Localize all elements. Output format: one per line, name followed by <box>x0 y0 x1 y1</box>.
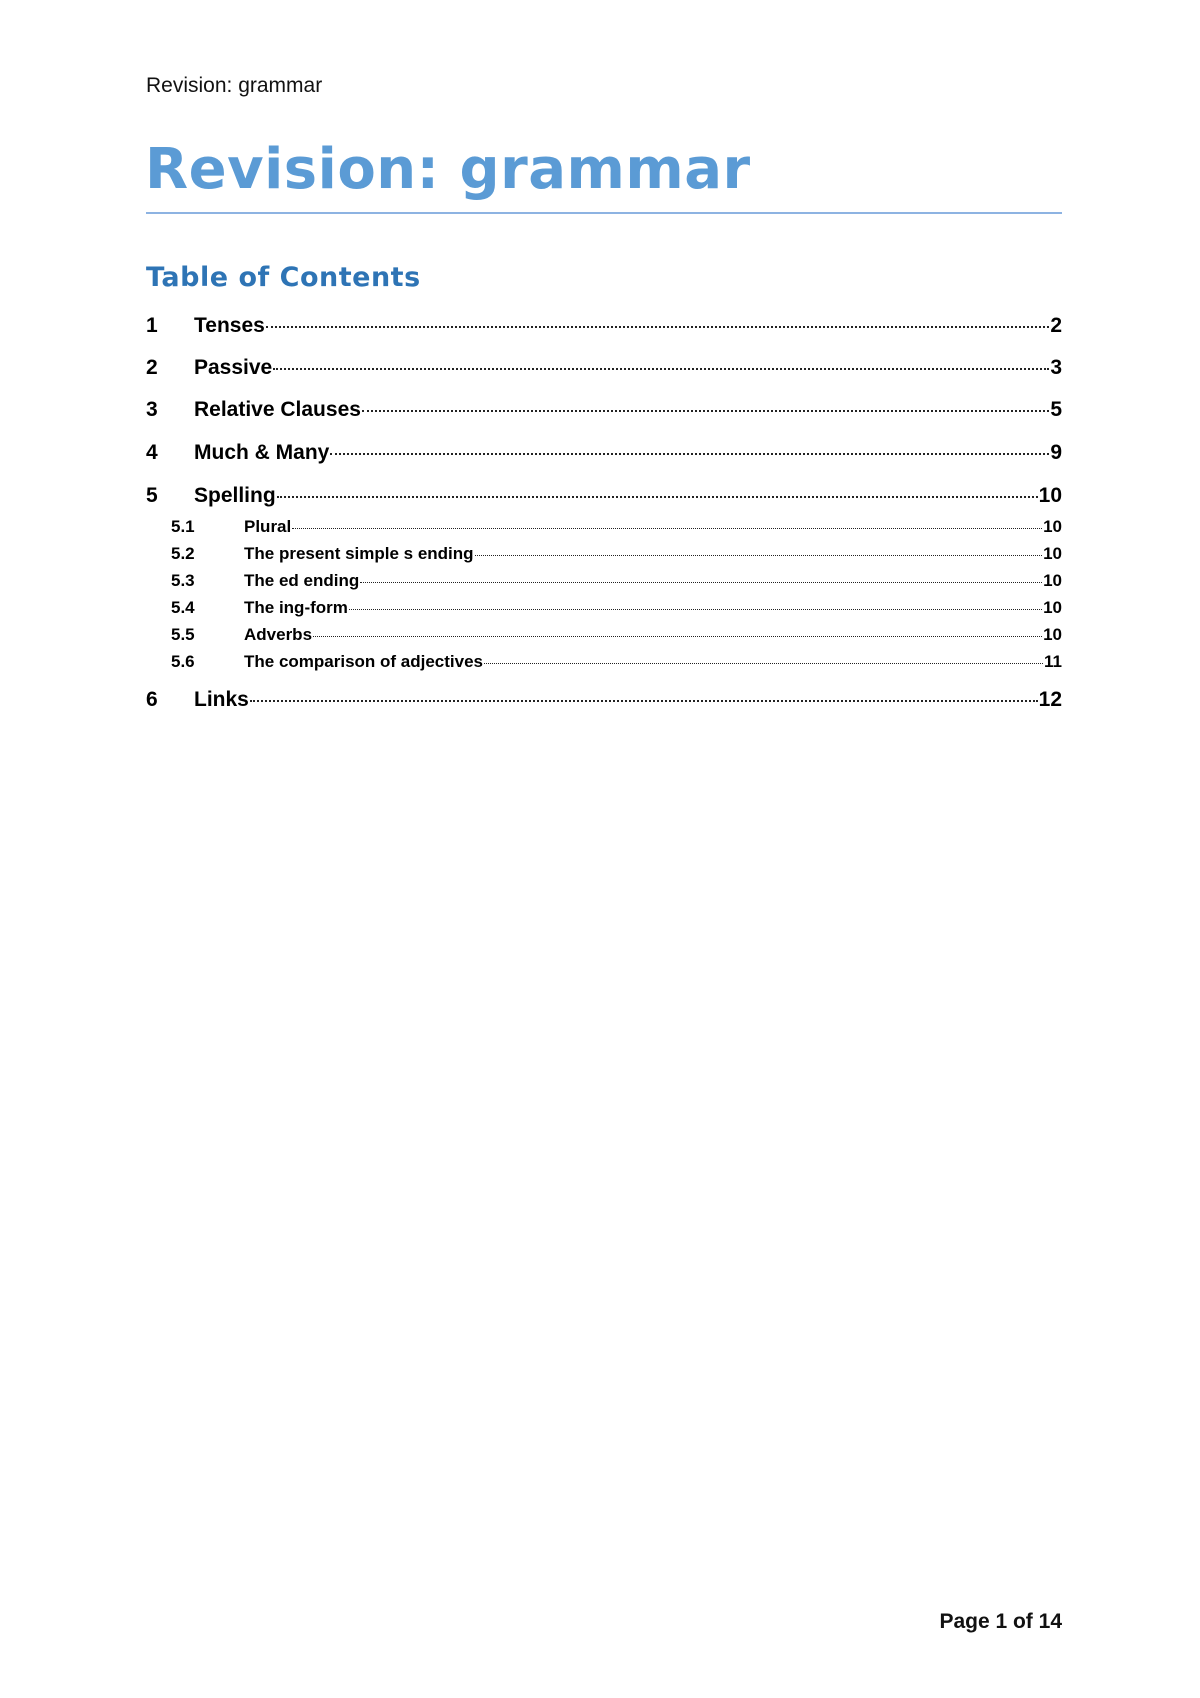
toc-entry-number: 5.4 <box>171 598 195 617</box>
toc-entry-much-many[interactable] <box>146 441 1062 465</box>
toc-entry-page: 10 <box>1043 598 1062 617</box>
toc-dot-leader <box>266 326 1049 328</box>
toc-dot-leader <box>475 555 1043 556</box>
toc-entry-relative-clauses[interactable] <box>146 398 1062 422</box>
toc-entry-label: The present simple s ending <box>244 544 474 563</box>
toc-entry-links[interactable] <box>146 688 1062 712</box>
toc-entry-number: 5.1 <box>171 517 195 536</box>
running-header-title: Revision: grammar <box>146 74 323 97</box>
document-title: Revision: grammar <box>145 137 751 202</box>
toc-entry-page: 10 <box>1038 484 1062 507</box>
toc-dot-leader <box>313 636 1042 637</box>
toc-entry-plural[interactable] <box>146 517 1062 537</box>
toc-entry-label: Links <box>194 688 249 711</box>
toc-entry-page: 10 <box>1043 625 1062 644</box>
toc-entry-tenses[interactable] <box>146 314 1062 338</box>
toc-entry-label: The ed ending <box>244 571 360 590</box>
toc-entry-label: Adverbs <box>244 625 313 644</box>
toc-entry-ing-form[interactable] <box>146 598 1062 618</box>
toc-entry-ed-ending[interactable] <box>146 571 1062 591</box>
toc-entry-spelling[interactable] <box>146 484 1062 508</box>
toc-entry-number: 5.6 <box>171 652 195 671</box>
toc-dot-leader <box>330 453 1049 455</box>
toc-entry-adverbs[interactable] <box>146 625 1062 645</box>
toc-entry-passive[interactable] <box>146 356 1062 380</box>
toc-entry-page: 2 <box>1050 314 1062 337</box>
toc-entry-number: 5 <box>146 484 158 507</box>
toc-entry-number: 3 <box>146 398 158 421</box>
toc-entry-label: Spelling <box>194 484 276 507</box>
toc-entry-page: 5 <box>1050 398 1062 421</box>
toc-entry-page: 12 <box>1038 688 1062 711</box>
toc-entry-label: Relative Clauses <box>194 398 361 421</box>
toc-dot-leader <box>484 663 1043 664</box>
toc-entry-number: 4 <box>146 441 158 464</box>
toc-entry-page: 10 <box>1043 571 1062 590</box>
toc-entry-label: Passive <box>194 356 273 379</box>
toc-entry-number: 1 <box>146 314 158 337</box>
toc-entry-comparison-of-adjectives[interactable] <box>146 652 1062 672</box>
toc-entry-label: Much & Many <box>194 441 330 464</box>
toc-entry-label: Tenses <box>194 314 265 337</box>
toc-entry-number: 5.2 <box>171 544 195 563</box>
toc-dot-leader <box>360 582 1042 583</box>
toc-entry-page: 11 <box>1044 652 1062 671</box>
toc-entry-number: 2 <box>146 356 158 379</box>
toc-dot-leader <box>349 609 1042 610</box>
toc-entry-label: The ing-form <box>244 598 348 617</box>
toc-entry-page: 9 <box>1050 441 1062 464</box>
toc-dot-leader <box>277 496 1038 498</box>
title-underline-divider <box>146 212 1062 214</box>
toc-entry-page: 3 <box>1050 356 1062 379</box>
toc-entry-label: Plural <box>244 517 292 536</box>
toc-dot-leader <box>292 528 1042 529</box>
page-number-footer: Page 1 of 14 <box>939 1610 1062 1633</box>
toc-dot-leader <box>250 700 1038 702</box>
toc-entry-label: The comparison of adjectives <box>244 652 484 671</box>
toc-entry-number: 5.3 <box>171 571 195 590</box>
toc-dot-leader <box>362 410 1049 412</box>
toc-entry-page: 10 <box>1043 544 1062 563</box>
toc-heading: Table of Contents <box>146 262 421 293</box>
toc-dot-leader <box>273 368 1049 370</box>
toc-entry-page: 10 <box>1043 517 1062 536</box>
toc-entry-present-simple-s-ending[interactable] <box>146 544 1062 564</box>
toc-entry-number: 5.5 <box>171 625 195 644</box>
toc-entry-number: 6 <box>146 688 158 711</box>
